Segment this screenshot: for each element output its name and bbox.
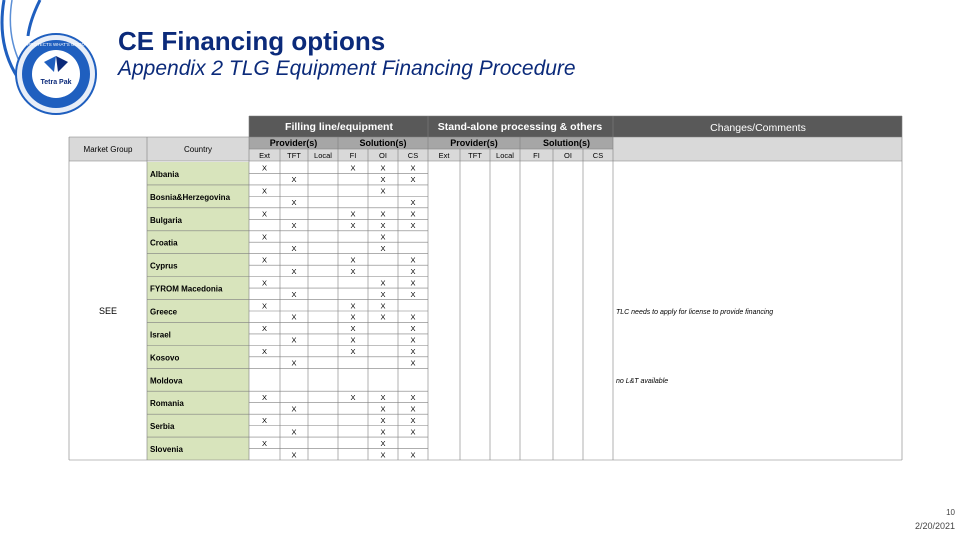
column-header: Local: [314, 151, 332, 160]
country-cell: Romania: [150, 399, 184, 409]
column-header: TFT: [287, 151, 301, 160]
x-mark: X: [380, 450, 386, 460]
x-mark: X: [350, 163, 356, 173]
column-header: OI: [379, 151, 387, 160]
comment-cell: TLC needs to apply for license to provide financing: [616, 309, 774, 316]
country-header: Country: [183, 145, 213, 154]
x-mark: X: [291, 243, 297, 253]
column-header: CS: [407, 151, 419, 160]
x-mark: X: [261, 186, 268, 196]
x-mark: X: [261, 232, 268, 242]
x-mark: X: [261, 438, 268, 448]
x-mark: X: [380, 209, 386, 219]
x-mark: X: [410, 415, 416, 425]
country-cell: Slovenia: [150, 445, 183, 455]
x-mark: X: [410, 289, 416, 299]
page-number: 10: [946, 508, 955, 517]
column-header: FI: [533, 151, 540, 160]
x-mark: X: [291, 198, 297, 208]
x-mark: X: [410, 392, 416, 402]
x-mark: X: [261, 415, 268, 425]
subgroup-header: Provider(s): [269, 138, 318, 148]
page-subtitle: Appendix 2 TLG Equipment Financing Procedure: [118, 57, 576, 80]
x-mark: X: [350, 209, 356, 219]
column-header: CS: [592, 151, 604, 160]
x-mark: X: [291, 289, 297, 299]
x-mark: X: [380, 438, 386, 448]
x-mark: X: [261, 255, 268, 265]
column-header: Ext: [438, 151, 450, 160]
country-cell: Bulgaria: [150, 215, 183, 225]
x-mark: X: [410, 404, 416, 414]
column-header: Local: [496, 151, 514, 160]
x-mark: X: [261, 324, 268, 334]
country-cell: Serbia: [150, 422, 175, 432]
x-mark: X: [291, 312, 297, 322]
x-mark: X: [261, 347, 268, 357]
x-mark: X: [350, 347, 356, 357]
x-mark: X: [380, 289, 386, 299]
x-mark: X: [350, 301, 356, 311]
x-mark: X: [410, 358, 416, 368]
x-mark: X: [410, 255, 416, 265]
comment-cell: no L&T available: [616, 377, 669, 385]
x-mark: X: [291, 427, 297, 437]
x-mark: X: [291, 266, 297, 276]
x-mark: X: [410, 175, 416, 185]
x-mark: X: [350, 255, 356, 265]
x-mark: X: [410, 266, 416, 276]
column-header: FI: [349, 151, 357, 160]
x-mark: X: [291, 221, 297, 231]
x-mark: X: [380, 392, 386, 402]
x-mark: X: [380, 175, 386, 185]
x-mark: X: [291, 404, 297, 414]
logo-ring-text: PROTECTS WHAT'S GOOD: [27, 42, 85, 47]
x-mark: X: [261, 301, 268, 311]
x-mark: X: [410, 450, 416, 460]
x-mark: X: [410, 335, 416, 345]
x-mark: X: [380, 312, 386, 322]
x-mark: X: [350, 335, 356, 345]
x-mark: X: [380, 221, 386, 231]
x-mark: X: [410, 198, 416, 208]
slide-date: 2/20/2021: [914, 521, 955, 531]
country-cell: Albania: [150, 169, 179, 179]
x-mark: X: [410, 209, 416, 219]
x-mark: X: [380, 415, 386, 425]
x-mark: X: [380, 186, 386, 196]
x-mark: X: [410, 278, 416, 288]
x-mark: X: [410, 163, 416, 173]
x-mark: X: [410, 221, 416, 231]
country-cell: Israel: [150, 330, 171, 340]
country-cell: Greece: [150, 307, 178, 317]
group-header-standalone: Stand-alone processing & others: [437, 121, 603, 133]
x-mark: X: [410, 347, 416, 357]
x-mark: X: [261, 209, 268, 219]
market-group-cell: SEE: [98, 306, 118, 316]
x-mark: X: [291, 335, 297, 345]
x-mark: X: [380, 278, 386, 288]
column-header-band: [249, 149, 613, 161]
x-mark: X: [261, 163, 268, 173]
x-mark: X: [380, 232, 386, 242]
x-mark: X: [350, 392, 356, 402]
market-group-header: Market Group: [83, 145, 133, 154]
x-mark: X: [291, 450, 297, 460]
page-title: CE Financing options: [118, 26, 386, 56]
x-mark: X: [380, 301, 386, 311]
x-mark: X: [350, 312, 356, 322]
column-header: TFT: [468, 151, 482, 160]
subgroup-header: Solution(s): [359, 138, 407, 148]
x-mark: X: [261, 278, 268, 288]
subgroup-header: Solution(s): [543, 138, 590, 148]
x-mark: X: [410, 324, 416, 334]
x-mark: X: [261, 392, 268, 402]
country-cell: FYROM Macedonia: [150, 284, 223, 294]
x-mark: X: [350, 266, 356, 276]
x-mark: X: [410, 312, 416, 322]
country-cell: Kosovo: [150, 353, 180, 363]
x-mark: X: [380, 243, 386, 253]
x-mark: X: [291, 175, 297, 185]
country-cell: Moldova: [150, 376, 183, 386]
country-cell: Croatia: [150, 238, 178, 248]
comments-header-cell: [613, 137, 902, 161]
x-mark: X: [380, 427, 386, 437]
x-mark: X: [291, 358, 297, 368]
x-mark: X: [410, 427, 416, 437]
logo-brand-text: Tetra Pak: [40, 79, 72, 86]
x-mark: X: [380, 163, 386, 173]
x-mark: X: [350, 221, 356, 231]
group-header-comments: Changes/Comments: [710, 122, 806, 134]
group-header-filling: Filling line/equipment: [285, 121, 393, 133]
subgroup-header: Provider(s): [450, 138, 498, 148]
country-cell: Bosnia&Herzegovina: [150, 192, 231, 202]
country-cell: Cyprus: [150, 261, 178, 271]
x-mark: X: [350, 324, 356, 334]
x-mark: X: [380, 404, 386, 414]
column-header: Ext: [259, 151, 270, 160]
column-header: OI: [564, 151, 572, 160]
